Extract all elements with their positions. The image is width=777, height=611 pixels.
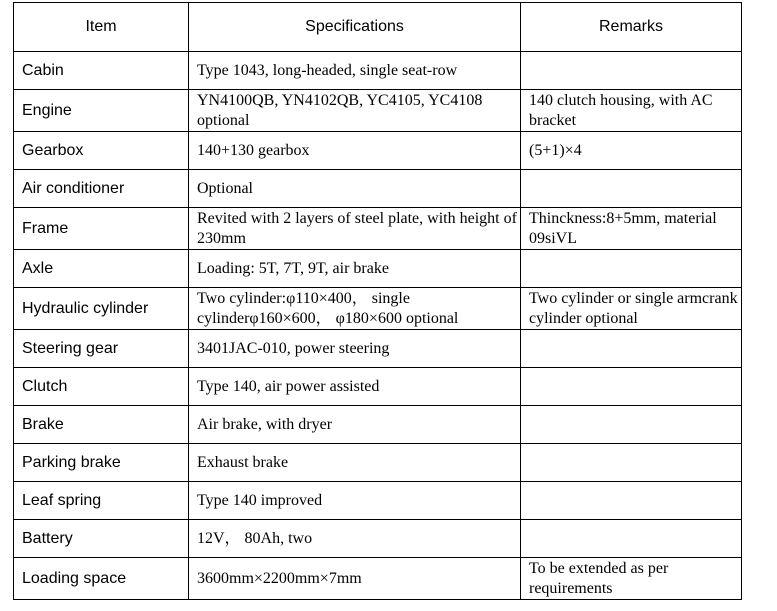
table-row-axle (14, 250, 742, 288)
item-cell: Air conditioner (14, 170, 189, 208)
spec-cell: Type 1043, long-headed, single seat-row (189, 52, 521, 90)
spec-cell: 3600mm×2200mm×7mm (189, 558, 521, 600)
item-cell: Leaf spring (14, 482, 189, 520)
item-cell: Parking brake (14, 444, 189, 482)
item-cell: Axle (14, 250, 189, 288)
remark-cell: Two cylinder or single armcrank cylinder optional (521, 288, 742, 330)
remark-cell (521, 368, 742, 406)
table-row-parking-brake (14, 444, 742, 482)
header-item: Item (14, 3, 189, 52)
spec-cell: Type 140 improved (189, 482, 521, 520)
table-row-steering-gear (14, 330, 742, 368)
remark-cell: (5+1)×4 (521, 132, 742, 170)
table-header-row (14, 3, 742, 52)
table-row-hydraulic-cylinder (14, 288, 742, 330)
table-row-frame (14, 208, 742, 250)
remark-cell: To be extended as per requirements (521, 558, 742, 600)
remark-cell (521, 250, 742, 288)
item-cell: Brake (14, 406, 189, 444)
header-remarks: Remarks (521, 3, 742, 52)
spec-cell: Two cylinder:φ110×400， single cylinderφ160×600， φ180×600 optional (189, 288, 521, 330)
remark-cell (521, 520, 742, 558)
item-cell: Loading space (14, 558, 189, 600)
remark-cell: 140 clutch housing, with AC bracket (521, 90, 742, 132)
remark-cell (521, 330, 742, 368)
spec-cell: 140+130 gearbox (189, 132, 521, 170)
remark-cell (521, 444, 742, 482)
item-cell: Engine (14, 90, 189, 132)
spec-cell: Revited with 2 layers of steel plate, with height of 230mm (189, 208, 521, 250)
item-cell: Battery (14, 520, 189, 558)
remark-cell (521, 52, 742, 90)
spec-cell: YN4100QB, YN4102QB, YC4105, YC4108 optional (189, 90, 521, 132)
table-row-gearbox (14, 132, 742, 170)
table-row-engine (14, 90, 742, 132)
item-cell: Cabin (14, 52, 189, 90)
remark-cell: Thinckness:8+5mm, material 09siVL (521, 208, 742, 250)
item-cell: Hydraulic cylinder (14, 288, 189, 330)
spec-cell: Optional (189, 170, 521, 208)
table-row-leaf-spring (14, 482, 742, 520)
remark-cell (521, 170, 742, 208)
spec-cell: Exhaust brake (189, 444, 521, 482)
table-row-air-conditioner (14, 170, 742, 208)
spec-cell: Air brake, with dryer (189, 406, 521, 444)
table-row-battery (14, 520, 742, 558)
item-cell: Clutch (14, 368, 189, 406)
table-row-cabin (14, 52, 742, 90)
item-cell: Steering gear (14, 330, 189, 368)
item-cell: Frame (14, 208, 189, 250)
table-row-brake (14, 406, 742, 444)
spec-cell: 12V， 80Ah, two (189, 520, 521, 558)
spec-cell: 3401JAC-010, power steering (189, 330, 521, 368)
specifications-table (13, 2, 742, 600)
spec-cell: Type 140, air power assisted (189, 368, 521, 406)
table-row-loading-space (14, 558, 742, 600)
item-cell: Gearbox (14, 132, 189, 170)
remark-cell (521, 406, 742, 444)
spec-cell: Loading: 5T, 7T, 9T, air brake (189, 250, 521, 288)
remark-cell (521, 482, 742, 520)
table-row-clutch (14, 368, 742, 406)
header-specifications: Specifications (189, 3, 521, 52)
